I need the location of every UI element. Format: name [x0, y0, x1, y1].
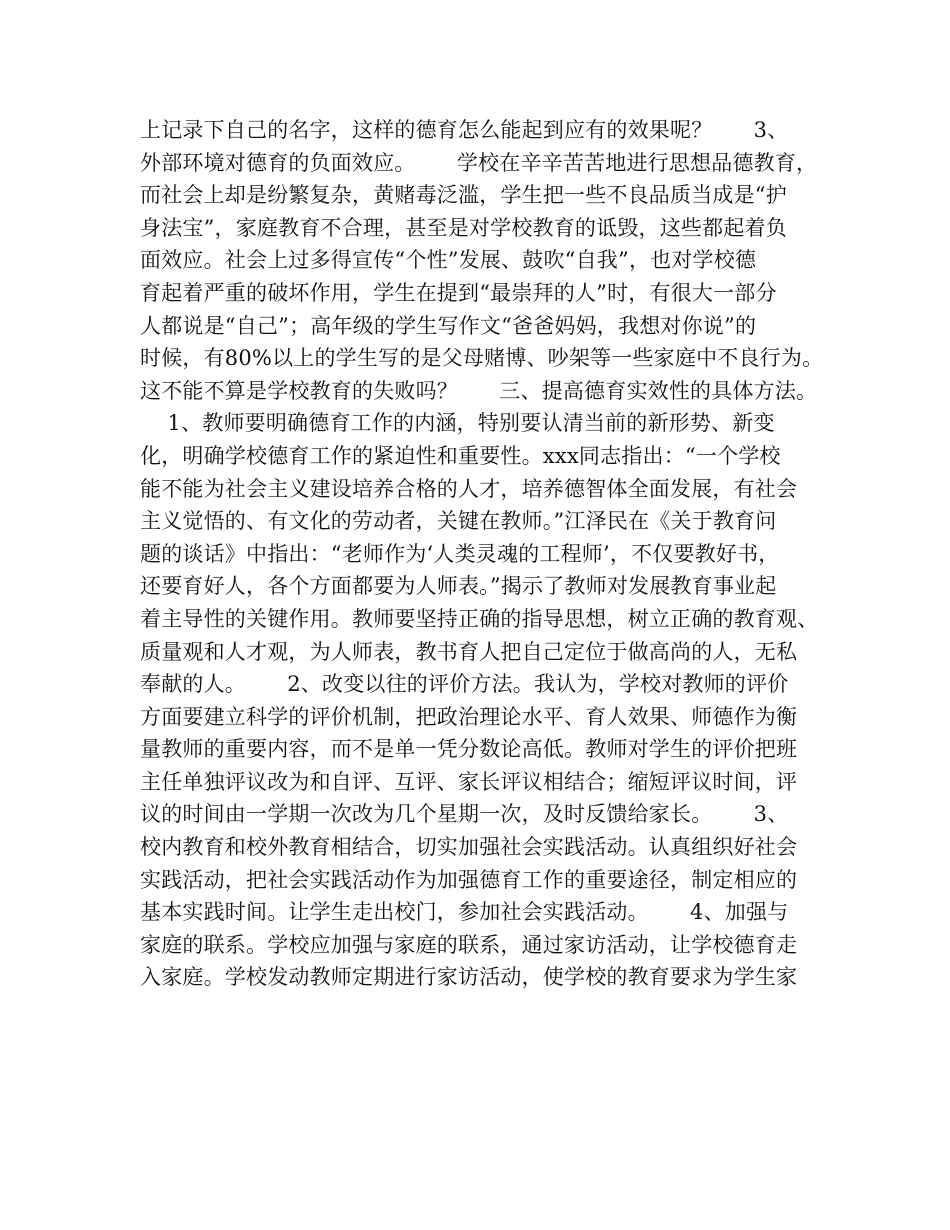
text-line: 面效应。社会上过多得宣传“个性”发展、鼓吹“自我”，也对学校德: [140, 248, 757, 273]
text-line: 校内教育和校外教育相结合，切实加强社会实践活动。认真组织好社会: [140, 835, 798, 860]
text-line: 奉献的人。 2、改变以往的评价方法。我认为，学校对教师的评价: [140, 672, 789, 697]
text-line: 质量观和人才观，为人师表，教书育人把自己定位于做高尚的人，无私: [140, 639, 798, 664]
text-line: 身法宝”，家庭教育不合理，甚至是对学校教育的诋毁，这些都起着负: [140, 215, 787, 240]
text-line: 能不能为社会主义建设培养合格的人才，培养德智体全面发展，有社会: [140, 476, 798, 501]
text-line: 化，明确学校德育工作的紧迫性和重要性。xxx同志指出：“一个学校: [140, 443, 781, 468]
body-text: [140, 114, 830, 994]
text-line: 时候，有80%以上的学生写的是父母赌博、吵架等一些家庭中不良行为。: [140, 346, 824, 371]
text-line: 方面要建立科学的评价机制，把政治理论水平、育人效果、师德作为衡: [140, 704, 798, 729]
text-line: 上记录下自己的名字，这样的德育怎么能起到应有的效果呢？ 3、: [140, 118, 789, 142]
text-line: 入家庭。学校发动教师定期进行家访活动，使学校的教育要求为学生家: [140, 965, 798, 990]
text-line: 育起着严重的破坏作用，学生在提到“最崇拜的人”时，有很大一部分: [140, 280, 777, 305]
text-line: 主任单独评议改为和自评、互评、家长评议相结合；缩短评议时间，评: [140, 769, 798, 794]
text-line: 1、教师要明确德育工作的内涵，特别要认清当前的新形势、新变: [140, 411, 775, 436]
text-line: 实践活动，把社会实践活动作为加强德育工作的重要途径，制定相应的: [140, 867, 798, 892]
text-line: 题的谈话》中指出：“老师作为‘人类灵魂的工程师’，不仅要教好书，: [140, 541, 780, 566]
text-line: 外部环境对德育的负面效应。 学校在辛辛苦苦地进行思想品德教育，: [140, 150, 818, 175]
text-line: 着主导性的关键作用。教师要坚持正确的指导思想，树立正确的教育观、: [140, 606, 819, 631]
text-line: 主义觉悟的、有文化的劳动者，关键在教师。”江泽民在《关于教育问: [140, 509, 777, 534]
text-line: 这不能不算是学校教育的失败吗？ 三、提高德育实效性的具体方法。: [140, 378, 818, 403]
text-line: 人都说是“自己”；高年级的学生写作文“爸爸妈妈，我想对你说”的: [140, 313, 757, 338]
text-line: 还要育好人，各个方面都要为人师表。”揭示了教师对发展教育事业起: [140, 574, 777, 599]
text-line: 议的时间由一学期一次改为几个星期一次，及时反馈给家长。 3、: [140, 802, 789, 827]
text-line: 而社会上却是纷繁复杂，黄赌毒泛滥，学生把一些不良品质当成是“护: [140, 183, 787, 208]
text-line: 量教师的重要内容，而不是单一凭分数论高低。教师对学生的评价把班: [140, 737, 798, 762]
text-line: 家庭的联系。学校应加强与家庭的联系，通过家访活动，让学校德育走: [140, 932, 798, 957]
text-line: 基本实践时间。让学生走出校门，参加社会实践活动。 4、加强与: [140, 900, 789, 925]
